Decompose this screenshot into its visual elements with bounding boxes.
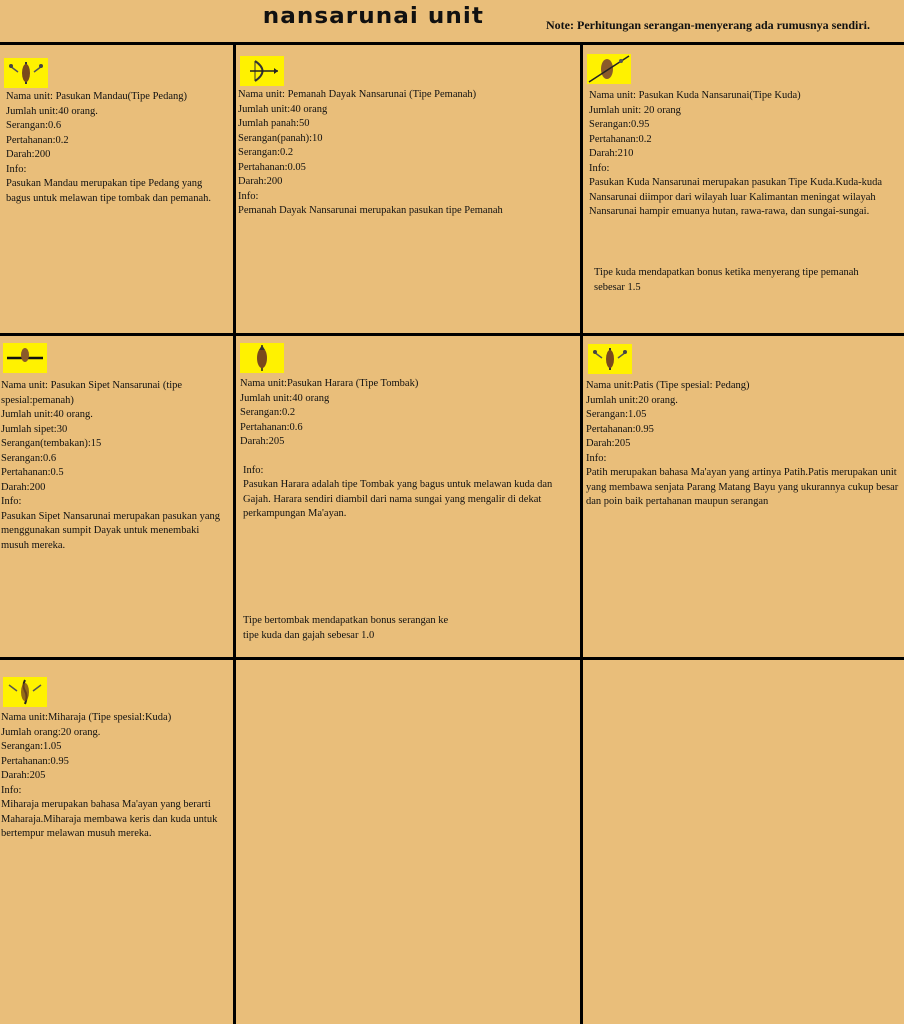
unit-info-label: Info: xyxy=(1,784,22,796)
unit-info: Pasukan Mandau merupakan tipe Pedang yang bagus untuk melawan tipe tombak dan pemanah. xyxy=(6,178,211,204)
unit-blowpipes: Jumlah sipet:30 xyxy=(1,423,68,435)
unit-attack: Serangan:0.95 xyxy=(589,119,650,130)
grid-line-col2 xyxy=(580,42,583,1024)
unit-health: Darah:200 xyxy=(1,481,46,493)
unit-shot-attack: Serangan(tembakan):15 xyxy=(1,438,102,449)
page-title: nansarunai unit xyxy=(262,4,484,29)
unit-defense: Pertahanan:0.6 xyxy=(240,421,303,433)
unit-info-label: Info: xyxy=(243,464,264,476)
unit-name: Nama unit:Miharaja (Tipe spesial:Kuda) xyxy=(1,712,172,723)
unit-info: Pasukan Sipet Nansarunai merupakan pasukan yang menggunakan sumpit Dayak untuk menembaki musuh mereka. xyxy=(1,510,220,551)
unit-defense: Pertahanan:0.5 xyxy=(1,467,64,478)
unit-bonus-harara: Tipe bertombak mendapatkan bonus serangan ke tipe kuda dan gajah sebesar 1.0 xyxy=(243,615,449,641)
unit-card-harara xyxy=(240,377,578,522)
unit-defense: Pertahanan:0.2 xyxy=(6,134,69,146)
unit-defense: Pertahanan:0.95 xyxy=(1,755,69,767)
bow-arrow-icon xyxy=(240,56,284,86)
unit-card-sipet xyxy=(1,379,227,553)
unit-card-kuda xyxy=(589,89,902,220)
keris-shield-icon xyxy=(3,677,47,707)
unit-bonus-kuda: Tipe kuda mendapatkan bonus ketika menyerang tipe pemanah sebesar 1.5 xyxy=(594,267,859,293)
grid-line-top xyxy=(0,42,904,45)
unit-defense: Pertahanan:0.05 xyxy=(238,161,306,173)
unit-card-pemanah xyxy=(238,88,576,219)
unit-info-label: Info: xyxy=(586,452,607,464)
unit-name: Nama unit: Pasukan Sipet Nansarunai (tipe spesial:pemanah) xyxy=(1,380,183,406)
unit-health: Darah:210 xyxy=(589,148,634,159)
unit-info-label: Info: xyxy=(589,162,610,174)
unit-defense: Pertahanan:0.95 xyxy=(586,423,654,435)
unit-count: Jumlah unit:20 orang. xyxy=(586,394,678,406)
unit-info-label: Info: xyxy=(6,163,27,175)
unit-count: Jumlah unit:40 orang. xyxy=(1,409,93,420)
unit-count: Jumlah unit:40 orang xyxy=(240,392,330,404)
unit-count: Jumlah orang:20 orang. xyxy=(1,726,101,738)
horse-spear-icon xyxy=(587,54,631,84)
sword-shield-icon xyxy=(4,58,48,88)
unit-name: Nama unit: Pemanah Dayak Nansarunai (Tipe Pemanah) xyxy=(238,89,477,100)
unit-health: Darah:200 xyxy=(6,149,51,160)
unit-info: Pemanah Dayak Nansarunai merupakan pasukan tipe Pemanah xyxy=(238,205,503,216)
unit-health: Darah:205 xyxy=(1,770,46,781)
unit-info-label: Info: xyxy=(238,190,259,202)
unit-name: Nama unit:Patis (Tipe spesial: Pedang) xyxy=(586,380,750,391)
unit-arrows: Jumlah panah:50 xyxy=(238,118,310,129)
unit-count: Jumlah unit:40 orang xyxy=(238,103,328,115)
unit-health: Darah:205 xyxy=(586,438,631,449)
unit-attack: Serangan:1.05 xyxy=(1,741,62,752)
unit-attack: Serangan:0.2 xyxy=(240,407,296,418)
unit-count: Jumlah unit:40 orang. xyxy=(6,105,98,117)
grid-line-row2 xyxy=(0,333,904,336)
grid-line-col1 xyxy=(233,42,236,1024)
unit-attack: Serangan:0.2 xyxy=(238,147,294,158)
unit-name: Nama unit:Pasukan Harara (Tipe Tombak) xyxy=(240,378,419,389)
unit-info: Pasukan Kuda Nansarunai merupakan pasukan Tipe Kuda.Kuda-kuda Nansarunai diimpor dari wilayah luar Kalimantan meningat wilayah Nansarunai hampir emuanya hutan, rawa-rawa, dan sungai-sungai. xyxy=(589,177,883,217)
unit-card-miharaja xyxy=(1,711,229,842)
unit-info: Miharaja merupakan bahasa Ma'ayan yang berarti Maharaja.Miharaja membawa keris dan kuda untuk bertempur melawan musuh mereka. xyxy=(1,799,218,839)
unit-attack: Serangan:0.6 xyxy=(6,120,62,131)
unit-info: Pasukan Harara adalah tipe Tombak yang bagus untuk melawan kuda dan Gajah. Harara sendiri diambil dari nama sungai yang mengalir di dekat perkampungan Ma'ayan. xyxy=(243,479,553,519)
grid-line-row3 xyxy=(0,657,904,660)
unit-count: Jumlah unit: 20 orang xyxy=(589,104,681,116)
unit-card-mandau xyxy=(6,90,228,206)
unit-health: Darah:200 xyxy=(238,176,283,187)
unit-name: Nama unit: Pasukan Mandau(Tipe Pedang) xyxy=(6,91,188,102)
unit-card-patis xyxy=(586,379,900,510)
unit-attack: Serangan:0.6 xyxy=(1,452,57,464)
unit-defense: Pertahanan:0.2 xyxy=(589,133,652,145)
unit-health: Darah:205 xyxy=(240,436,285,447)
unit-arrow-attack: Serangan(panah):10 xyxy=(238,132,323,144)
sword-shield-icon xyxy=(588,344,632,374)
unit-info-label: Info: xyxy=(1,496,22,507)
unit-info: Patih merupakan bahasa Ma'ayan yang artinya Patih.Patis merupakan unit yang membawa senjata Parang Matang Bayu yang ukurannya cukup besar dan poin baik pertahanan maupun serangan xyxy=(586,467,899,507)
header-note: Note: Perhitungan serangan-menyerang ada rumusnya sendiri. xyxy=(546,18,871,32)
blowpipe-icon xyxy=(3,343,47,373)
spear-shield-icon xyxy=(240,343,284,373)
unit-attack: Serangan:1.05 xyxy=(586,409,647,420)
unit-name: Nama unit: Pasukan Kuda Nansarunai(Tipe Kuda) xyxy=(589,90,801,101)
